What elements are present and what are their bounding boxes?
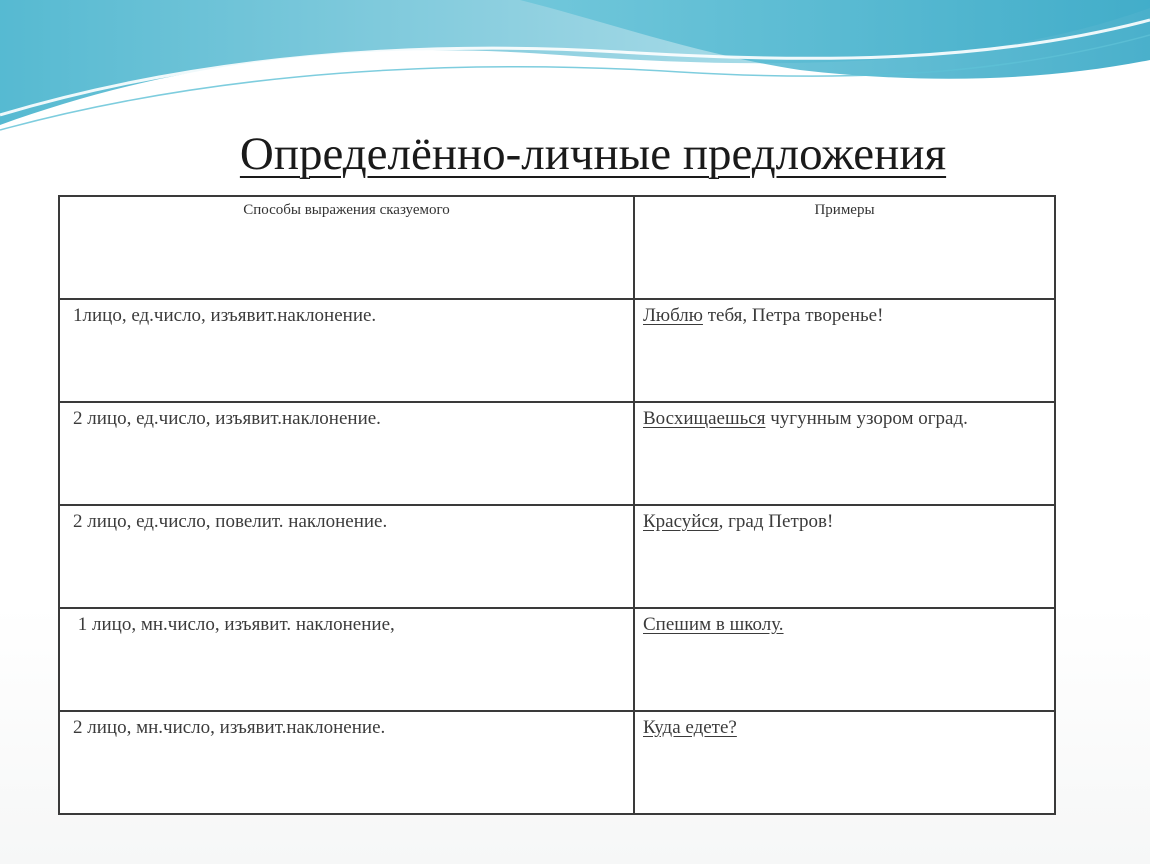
- way-cell: 1 лицо, мн.число, изъявит. наклонение,: [59, 608, 634, 711]
- example-predicate: Люблю: [643, 305, 703, 326]
- example-predicate: Красуйся: [643, 511, 719, 532]
- example-rest: чугунным узором оград.: [765, 408, 968, 429]
- table-row: [59, 608, 1055, 711]
- example-rest: , град Петров!: [718, 511, 834, 532]
- header-ways: Способы выражения сказуемого: [59, 196, 634, 299]
- way-cell: 2 лицо, ед.число, повелит. наклонение.: [59, 505, 634, 608]
- example-cell: [634, 711, 1055, 814]
- example-predicate: Спешим в школу.: [643, 614, 784, 635]
- example-cell: [634, 402, 1055, 505]
- slide-title-text: Определённо-личные предложения: [239, 128, 947, 180]
- way-cell: 2 лицо, мн.число, изъявит.наклонение.: [59, 711, 634, 814]
- table-row: [59, 505, 1055, 608]
- table-row: [59, 402, 1055, 505]
- example-predicate: Восхищаешься: [643, 408, 766, 429]
- header-examples: Примеры: [634, 196, 1055, 299]
- example-predicate: Куда едете?: [643, 717, 737, 738]
- example-rest: тебя, Петра творенье!: [702, 305, 884, 326]
- slide-title: [0, 118, 1150, 190]
- table-row: [59, 299, 1055, 402]
- predicate-table: [58, 195, 1056, 815]
- way-cell: 2 лицо, ед.число, изъявит.наклонение.: [59, 402, 634, 505]
- table-row: [59, 711, 1055, 814]
- way-cell: 1лицо, ед.число, изъявит.наклонение.: [59, 299, 634, 402]
- example-cell: [634, 505, 1055, 608]
- example-cell: [634, 608, 1055, 711]
- table-header-row: [59, 196, 1055, 299]
- example-cell: [634, 299, 1055, 402]
